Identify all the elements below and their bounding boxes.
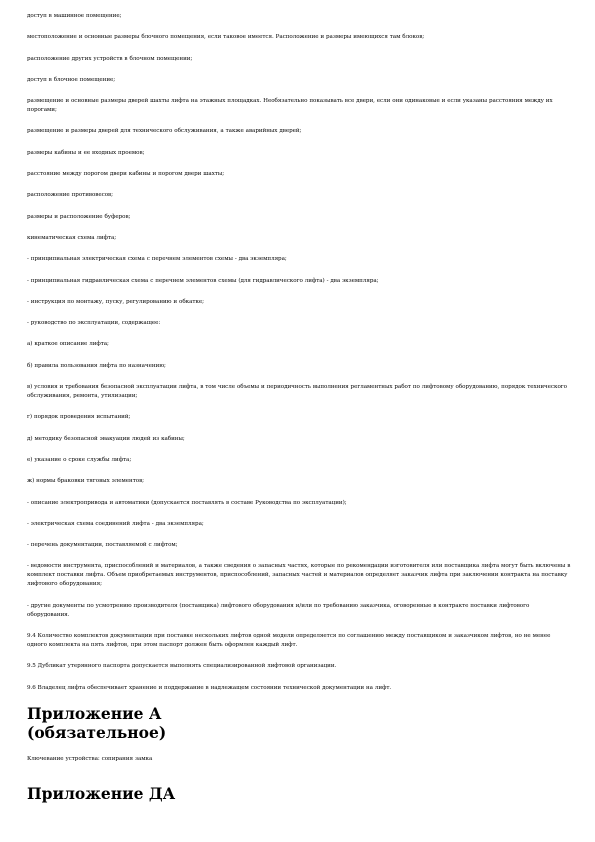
- paragraph: местоположение и основные размеры блочного помещения, если таковое имеется. Расположение и размеры имеющихся там блоков;: [27, 34, 425, 41]
- list-item: - перечень документации, поставляемой с лифтом;: [27, 542, 178, 549]
- appendix-a-title: Приложение А: [27, 703, 162, 723]
- appendix-da-heading: Приложение ДА: [27, 783, 176, 803]
- list-item: - руководство по эксплуатации, содержащее:: [27, 320, 161, 327]
- list-item: - принципиальная электрическая схема с перечнем элементов схемы - два экземпляра;: [27, 256, 287, 263]
- paragraph: доступ в блочное помещение;: [27, 76, 116, 83]
- paragraph: размеры кабины и ее входных проемов;: [27, 149, 145, 156]
- paragraph: доступ в машинное помещение;: [27, 13, 122, 19]
- paragraph: размещение и размеры дверей для технического обслуживания, а также аварийных дверей;: [27, 128, 302, 135]
- document-page: [27, 12, 572, 803]
- list-item: ж) нормы браковки тяговых элементов;: [27, 478, 145, 485]
- appendix-a-caption: Ключевание устройства: сопирания замка: [27, 755, 153, 762]
- list-item: - инструкция по монтажу, пуску, регулированию и обкатке;: [27, 298, 204, 305]
- appendix-a-heading: [27, 704, 572, 742]
- paragraph: расстояние между порогом двери кабины и порогом двери шахты;: [27, 171, 225, 178]
- list-item: б) правила пользования лифта по назначению;: [27, 362, 166, 369]
- list-item: г) порядок проведения испытаний;: [27, 414, 131, 421]
- clause-9-4: 9.4 Количество комплектов документации при поставке нескольких лифтов одной модели определяется по соглашению между поставщиком и заказчиком лифтов, но не менее одного комплекта на пять лифтов, при этом паспорт должен быть оформлен каждый лифт.: [27, 633, 551, 649]
- list-item: - электрическая схема соединений лифта - два экземпляра;: [27, 520, 204, 527]
- list-item: - описание электропривода и автоматики (допускается поставлять в составе Руководства по эксплуатации);: [27, 499, 347, 506]
- list-item: д) методику безопасной эвакуации людей из кабины;: [27, 435, 185, 442]
- clause-9-5: 9.5 Дубликат утерянного паспорта допускается выполнять специализированной лифтовой организации.: [27, 663, 337, 670]
- list-item: е) указание о сроке службы лифта;: [27, 456, 132, 463]
- paragraph: расположение противовесов;: [27, 192, 113, 199]
- clause-9-6: 9.6 Владелец лифта обеспечивает хранение и поддержание в надлежащем состоянии технической документации на лифт.: [27, 684, 392, 691]
- appendix-a-status: (обязательное): [27, 722, 167, 742]
- list-item: - ведомости инструмента, приспособлений и материалов, а также сведения о запасных частях, которые по рекомендации изготовителя или поставщика лифта могут быть включены в комплект поставки лифта. Объем приобретаемых инструментов, приспособлений, запасных частей и материалов определяет заказчик лифта при заключении контракта на поставку лифтового оборудования;: [27, 563, 571, 588]
- paragraph: размещение и основные размеры дверей шахты лифта на этажных площадках. Необязательно показывать все двери, если они одинаковые и если указаны расстояния между их порогами;: [27, 98, 553, 114]
- paragraph: кинематическая схема лифта;: [27, 234, 117, 241]
- list-item: - принципиальная гидравлическая схема с перечнем элементов схемы (для гидравлического лифта) - два экземпляра;: [27, 277, 379, 284]
- paragraph: размеры и расположение буферов;: [27, 213, 131, 220]
- list-item: в) условия и требования безопасной эксплуатации лифта, в том числе объемы и периодичность выполнения регламентных работ по лифтовому оборудованию, порядок технического обслуживания, ремонта, утилизации;: [27, 384, 567, 400]
- list-item: а) краткое описание лифта;: [27, 341, 109, 348]
- paragraph: расположение других устройств в блочном помещении;: [27, 55, 193, 62]
- list-item: - другие документы по усмотрению производителя (поставщика) лифтового оборудования и/или по требованию заказчика, оговоренные в контракте поставки лифтового оборудования.: [27, 602, 530, 618]
